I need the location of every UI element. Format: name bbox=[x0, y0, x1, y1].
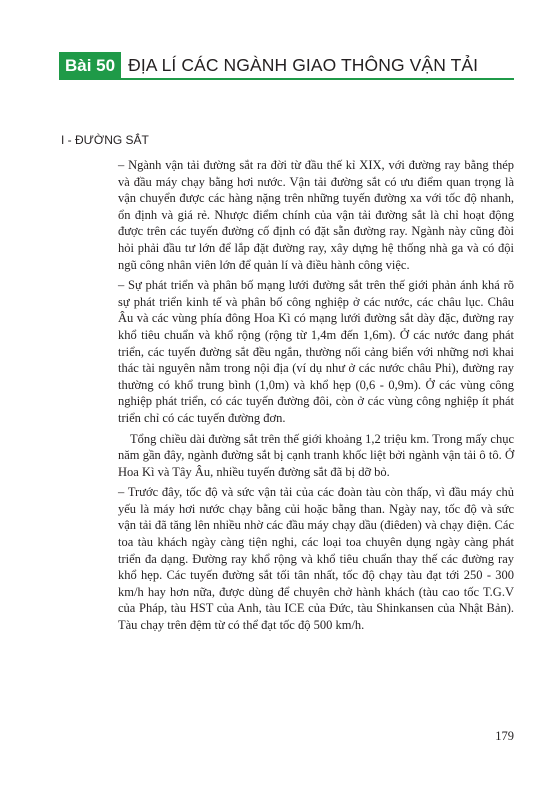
paragraph-speed: – Trước đây, tốc độ và sức vận tải của các đoàn tàu còn thấp, vì đầu máy chủ yếu là máy hơi nước chạy bằng củi hoặc bằng than. Ngày nay, tốc độ và sức vận tải đã tăng lên nhiều nhờ các đầu máy chạy dầu (điêden) và chạy điện. Các toa tàu khách ngày càng tiện nghi, các loại toa chuyên dụng ngày càng phát triển đa dạng. Đường ray khổ rộng và khổ tiêu chuẩn thay thế các đường ray khổ hẹp. Các tuyến đường sắt tối tân nhất, tốc độ chạy tàu đạt tới 250 - 300 km/h hay hơn nữa, được dùng để chuyên chở hành khách (tàu cao tốc T.G.V của Pháp, tàu HST của Anh, tàu ICE của Đức, tàu Shinkansen của Nhật Bản). Tàu chạy trên đệm từ có thể đạt tốc độ 500 km/h. bbox=[118, 485, 514, 633]
lesson-title: ĐỊA LÍ CÁC NGÀNH GIAO THÔNG VẬN TẢI bbox=[128, 55, 479, 75]
paragraph-overview: – Ngành vận tải đường sắt ra đời từ đầu thế kỉ XIX, với đường ray bằng thép và đầu máy chạy bằng hơi nước. Vận tải đường sắt có ưu điểm quan trọng là vận chuyển được các hàng nặng trên những tuyến đường xa với tốc độ nhanh, ổn định và giá rẻ. Nhược điểm chính của vận tải đường sắt là chỉ hoạt động được trên các tuyến đường cố định có đặt sẵn đường ray. Ngành này cũng đòi hỏi phải đầu tư lớn để lắp đặt đường ray, xây dựng hệ thống nhà ga và có đội ngũ công nhân viên lớn để quản lí và điều hành công việc. bbox=[118, 158, 514, 272]
section-heading: I - ĐƯỜNG SẮT bbox=[61, 133, 149, 147]
header-divider bbox=[59, 78, 514, 80]
lesson-header bbox=[59, 52, 514, 79]
paragraph-distribution: – Sự phát triển và phân bố mạng lưới đường sắt trên thế giới phản ánh khá rõ sự phát triển kinh tế và phân bố công nghiệp ở các nước, các châu lục. Châu Âu và các vùng phía đông Hoa Kì có mạng lưới đường sắt dày đặc, đường ray khổ tiêu chuẩn và khổ rộng (rộng từ 1,4m đến 1,6m). Ở các nước đang phát triển, các tuyến đường sắt đều ngắn, thường nối cảng biển với những nơi khai thác tài nguyên nằm trong nội địa (ví dụ như ở các nước châu Phi), đường ray thường có khổ trung bình (1,0m) và khổ hẹp (0,6 - 0,9m). Ở các vùng công nghiệp phát triển, có các tuyến đường đôi, còn ở các vùng công nghiệp ít phát triển chỉ có các tuyến đường đơn. bbox=[118, 278, 514, 425]
paragraph-total-length: Tổng chiều dài đường sắt trên thế giới khoảng 1,2 triệu km. Trong mấy chục năm gần đây, ngành đường sắt bị cạnh tranh khốc liệt bởi ngành vận tải ô tô. Ở Hoa Kì và Tây Âu, nhiều tuyến đường sắt đã bị dỡ bỏ. bbox=[118, 431, 514, 479]
lesson-number-badge: Bài 50 bbox=[59, 52, 121, 79]
page-number: 179 bbox=[495, 729, 514, 743]
body-text bbox=[118, 157, 514, 638]
